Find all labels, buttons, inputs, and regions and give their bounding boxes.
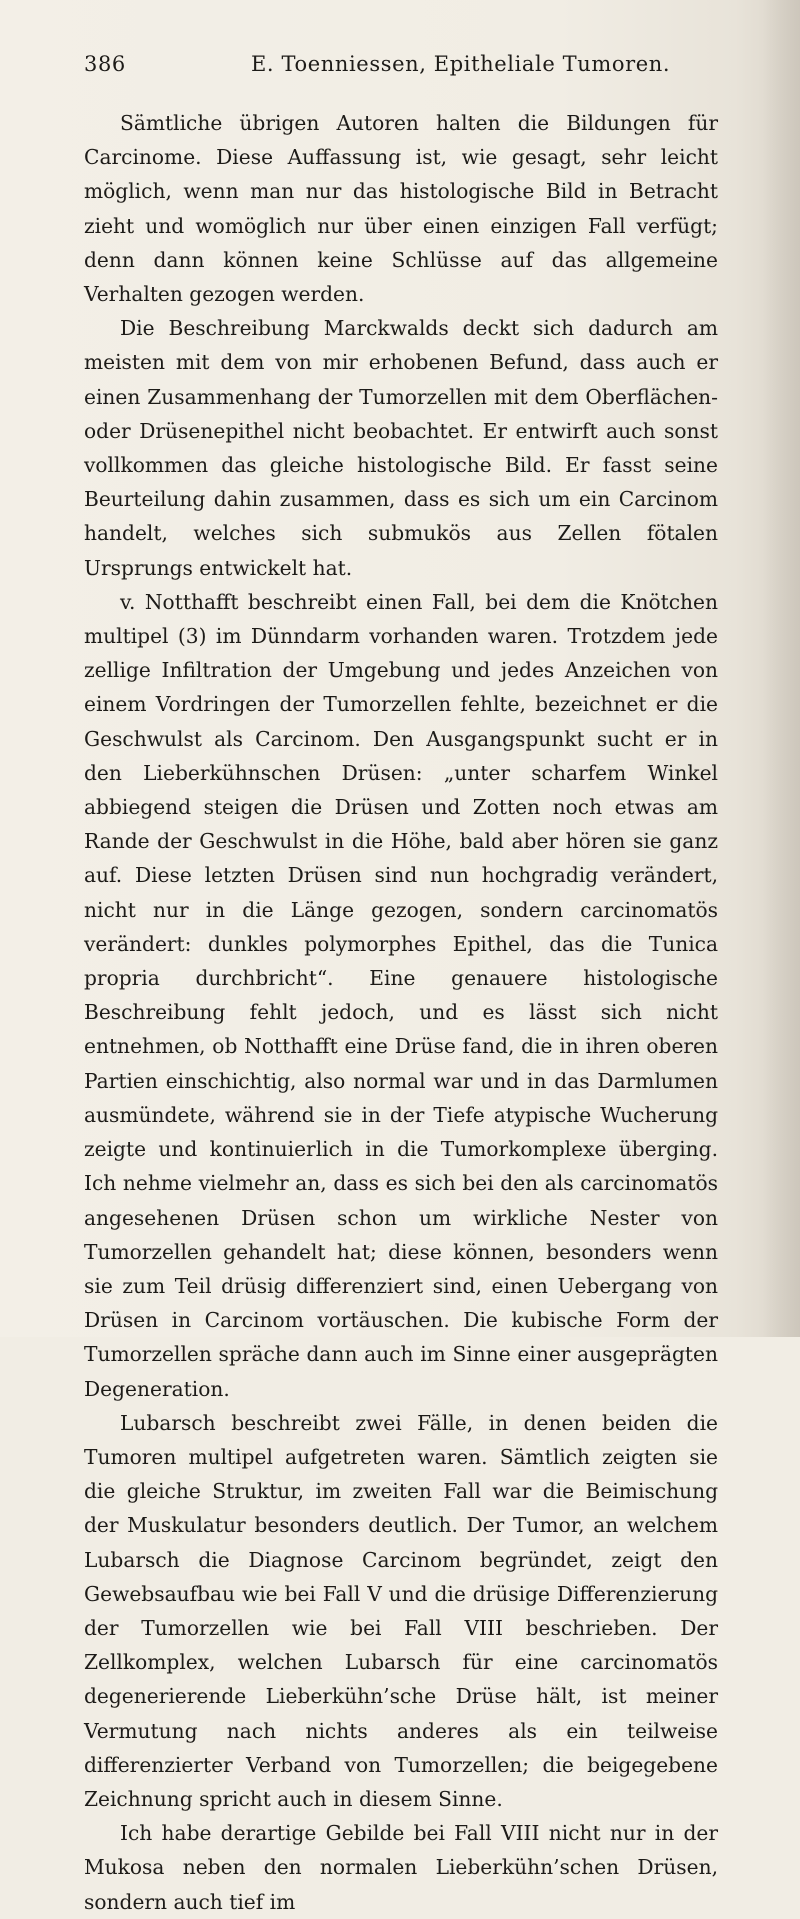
paragraph-carcinome-auffassung: Sämtliche übrigen Autoren halten die Bildungen für Carcinome. Diese Auffassung ist, wie gesagt, sehr leicht möglich, wenn man nur das histologische Bild in Betracht zieht und womöglich nur über einen einzigen Fall verfügt; denn dann können keine Schlüsse auf das allgemeine Verhalten gezogen werden.: [84, 111, 718, 307]
page-number: 386: [84, 52, 126, 76]
paragraph-marckwald: Die Beschreibung Marckwalds deckt sich dadurch am meisten mit dem von mir erhobenen Befund, dass auch er einen Zusammenhang der Tumorzellen mit dem Oberflächen- oder Drüsenepithel nicht beobachtet. Er entwirft auch sonst vollkommen das gleiche histologische Bild. Er fasst seine Beurteilung dahin zusammen, dass es sich um ein Carcinom handelt, welches sich submukös aus Zellen fötalen Ursprungs entwickelt hat.: [84, 316, 718, 580]
paragraph-lubarsch: Lubarsch beschreibt zwei Fälle, in denen beiden die Tumoren multipel aufgetreten waren. Sämtlich zeigten sie die gleiche Struktur, im zweiten Fall war die Beimischung der Muskulatur besonders deutlich. Der Tumor, an welchem Lubarsch die Diagnose Carcinom begründet, zeigt den Gewebsaufbau wie bei Fall V und die drüsige Differenzierung der Tumorzellen wie bei Fall VIII beschrieben. Der Zellkomplex, welchen Lubarsch für eine carcinomatös degenerierende Lieberkühn’sche Drüse hält, ist meiner Vermutung nach nichts anderes als ein teilweise differenzierter Verband von Tumorzellen; die beigegebene Zeichnung spricht auch in diesem Sinne.: [84, 1410, 718, 1811]
paragraph-notthafft: v. Notthafft beschreibt einen Fall, bei dem die Knötchen multipel (3) im Dünndarm vorhanden waren. Trotzdem jede zellige Infiltration der Umgebung und jedes Anzeichen von einem Vordringen der Tumorzellen fehlte, bezeichnet er die Geschwulst als Carcinom. Den Ausgangspunkt sucht er in den Lieberkühnschen Drüsen: „unter scharfem Winkel abbiegend steigen die Drüsen und Zotten noch etwas am Rande der Geschwulst in die Höhe, bald aber hören sie ganz auf. Diese letzten Drüsen sind nun hochgradig verändert, nicht nur in die Länge gezogen, sondern carcinomatös verändert: dunkles polymorphes Epithel, das die Tunica propria durchbricht“. Eine genauere histologische Beschreibung fehlt jedoch, und es lässt sich nicht entnehmen, ob Notthafft eine Drüse fand, die in ihren oberen Partien einschichtig, also normal war und in das Darmlumen ausmündete, während sie in der Tiefe atypische Wucherung zeigte und kontinuierlich in die Tumorkomplexe überging. Ich nehme vielmehr an, dass es sich bei den als carcinomatös angesehenen Drüsen schon um wirkliche Nester von Tumorzellen gehandelt hat; diese können, besonders wenn sie zum Teil drüsig differenziert sind, einen Uebergang von Drüsen in Carcinom vortäuschen. Die kubische Form der Tumorzellen spräche dann auch im Sinne einer ausgeprägten Degeneration.: [84, 589, 718, 1401]
body-text: [84, 106, 718, 1919]
page-header: [84, 52, 720, 84]
running-title: E. Toenniessen, Epitheliale Tumoren.: [251, 52, 671, 76]
paragraph-fall-viii: Ich habe derartige Gebilde bei Fall VIII nicht nur in der Mukosa neben den normalen Lieberkühn’schen Drüsen, sondern auch tief im: [84, 1821, 718, 1914]
